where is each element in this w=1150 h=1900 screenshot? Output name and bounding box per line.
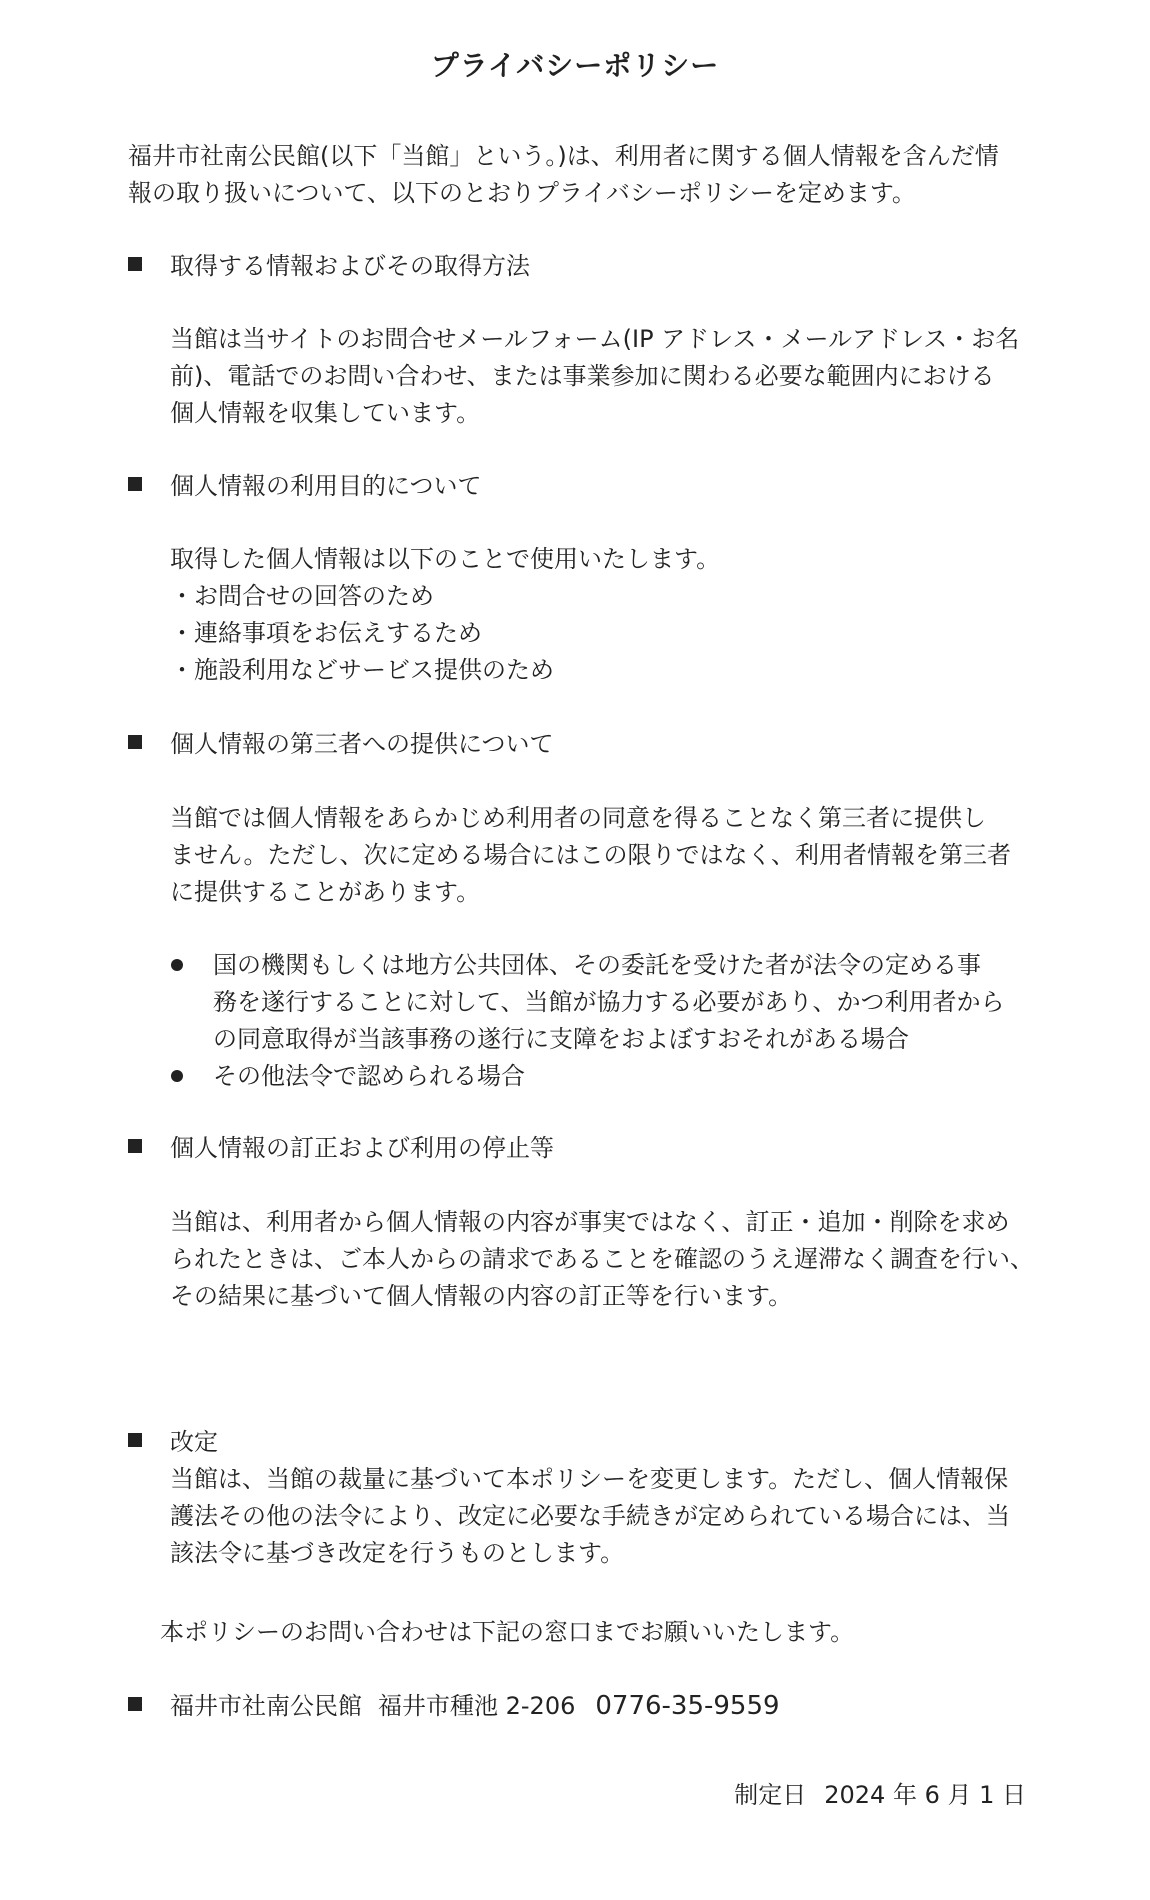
square-bullet-icon	[128, 477, 142, 491]
list-item-line: 国の機関もしくは地方公共団体、その委託を受けた者が法令の定める事	[213, 951, 981, 979]
body-line: 当館は当サイトのお問合せメールフォーム(IP アドレス・メールアドレス・お名	[170, 325, 1020, 353]
square-bullet-icon	[128, 257, 142, 271]
body-line: に提供することがあります。	[170, 878, 481, 906]
body-line: 当館は、利用者から個人情報の内容が事実ではなく、訂正・追加・削除を求め	[170, 1208, 1010, 1236]
section-heading-third-party	[128, 726, 554, 763]
body-line: ・連絡事項をお伝えするため	[170, 619, 482, 647]
body-line: 当館では個人情報をあらかじめ利用者の同意を得ることなく第三者に提供し	[170, 804, 986, 832]
section-body-correction	[170, 1204, 1034, 1315]
body-line: ません。ただし、次に定める場合にはこの限りではなく、利用者情報を第三者	[170, 841, 1011, 869]
body-line: 前)、電話でのお問い合わせ、または事業参加に関わる必要な範囲内における	[170, 362, 995, 390]
section-heading-correction	[128, 1130, 554, 1167]
contact-phone: 0776-35-9559	[595, 1691, 780, 1721]
section-heading-text: 個人情報の第三者への提供について	[170, 730, 554, 758]
section-heading-revision	[128, 1424, 218, 1461]
section-heading-acquisition	[128, 248, 530, 285]
intro-line: 報の取り扱いについて、以下のとおりプライバシーポリシーを定めます。	[128, 179, 916, 207]
square-bullet-icon	[128, 735, 142, 749]
third-party-exceptions-list	[170, 947, 1005, 1095]
list-item-line: の同意取得が当該事務の遂行に支障をおよぼすおそれがある場合	[213, 1025, 909, 1053]
body-line: 該法令に基づき改定を行うものとします。	[170, 1539, 625, 1567]
established-date	[734, 1777, 1026, 1814]
body-line: ・施設利用などサービス提供のため	[170, 656, 554, 684]
contact-info	[128, 1688, 780, 1725]
body-line: 護法その他の法令により、改定に必要な手続きが定められている場合には、当	[170, 1502, 1010, 1530]
body-line: ・お問合せの回答のため	[170, 582, 434, 610]
list-item	[170, 947, 1005, 1058]
contact-name: 福井市社南公民館	[170, 1692, 362, 1720]
body-line: られたときは、ご本人からの請求であることを確認のうえ遅滞なく調査を行い、	[170, 1245, 1034, 1273]
section-heading-purpose	[128, 468, 482, 505]
section-heading-text: 取得する情報およびその取得方法	[170, 252, 530, 280]
section-heading-text: 個人情報の利用目的について	[170, 472, 482, 500]
section-body-purpose	[170, 541, 720, 689]
square-bullet-icon	[128, 1139, 142, 1153]
intro-paragraph	[128, 138, 999, 212]
list-item-line: その他法令で認められる場合	[213, 1062, 525, 1090]
contact-address: 福井市種池 2-206	[378, 1692, 576, 1720]
bullet-dot-icon	[171, 959, 183, 971]
section-body-acquisition	[170, 321, 1019, 432]
intro-line: 福井市社南公民館(以下「当館」という。)は、利用者に関する個人情報を含んだ情	[128, 142, 999, 170]
established-date-value: 2024 年 6 月 1 日	[824, 1781, 1026, 1809]
body-line: 取得した個人情報は以下のことで使用いたします。	[170, 545, 721, 573]
page-title: プライバシーポリシー	[430, 49, 720, 82]
section-heading-text: 個人情報の訂正および利用の停止等	[170, 1134, 554, 1162]
inquiry-note: 本ポリシーのお問い合わせは下記の窓口までお願いいたします。	[160, 1618, 855, 1646]
body-line: 個人情報を収集しています。	[170, 399, 481, 427]
square-bullet-icon	[128, 1697, 142, 1711]
list-item-line: 務を遂行することに対して、当館が協力する必要があり、かつ利用者から	[213, 988, 1005, 1016]
body-line: 当館は、当館の裁量に基づいて本ポリシーを変更します。ただし、個人情報保	[170, 1465, 1009, 1493]
bullet-dot-icon	[171, 1070, 183, 1082]
body-line: その結果に基づいて個人情報の内容の訂正等を行います。	[170, 1282, 793, 1310]
square-bullet-icon	[128, 1433, 142, 1447]
section-heading-text: 改定	[170, 1428, 218, 1456]
list-item	[170, 1058, 1005, 1095]
established-label: 制定日	[734, 1781, 807, 1809]
section-body-third-party	[170, 800, 1011, 911]
section-body-revision	[170, 1461, 1010, 1572]
